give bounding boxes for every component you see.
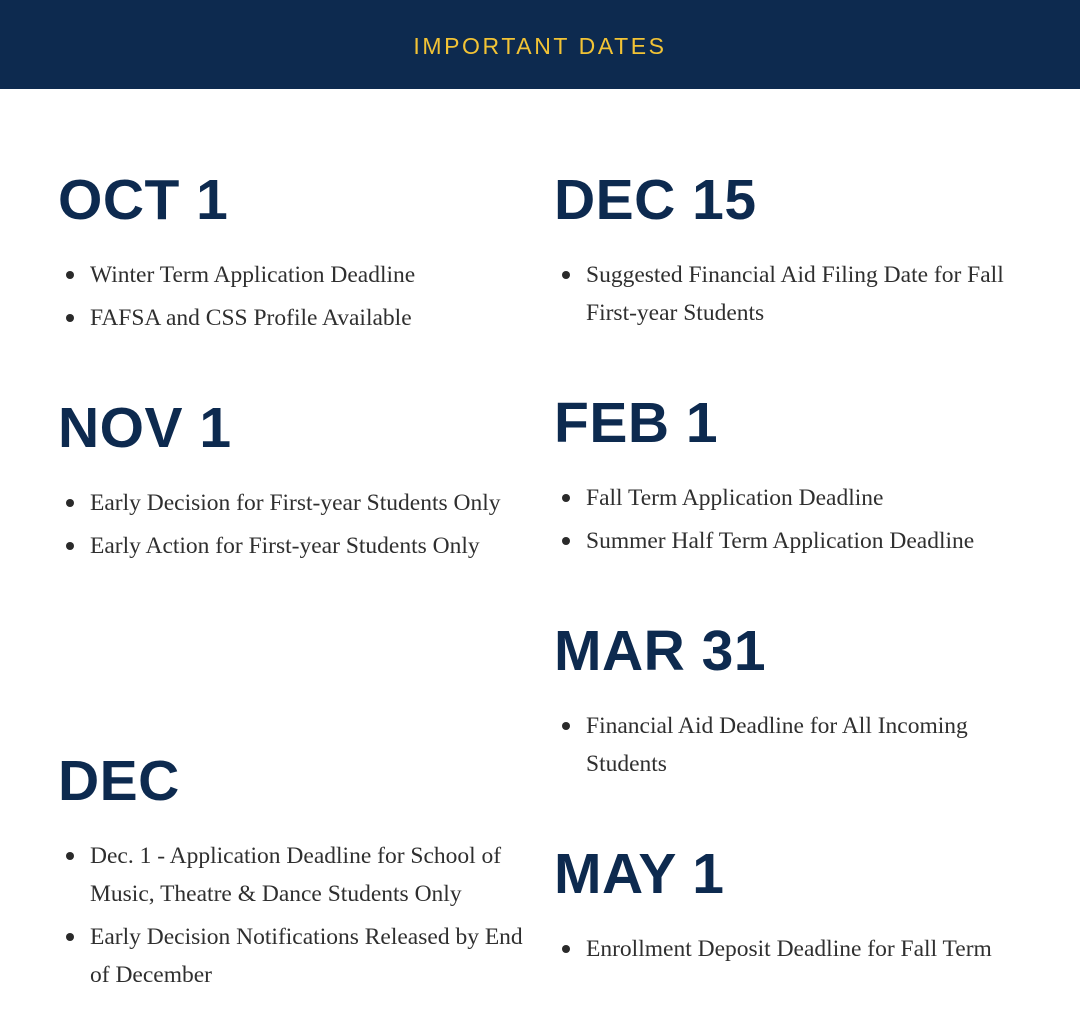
date-block-may-1 bbox=[554, 842, 1024, 973]
date-heading: DEC bbox=[58, 749, 180, 813]
page-title: IMPORTANT DATES bbox=[413, 32, 667, 59]
list-item: Early Decision Notifications Released by End of December bbox=[58, 918, 528, 994]
deadline-list bbox=[58, 256, 528, 337]
date-block-dec bbox=[58, 749, 528, 999]
list-item: Enrollment Deposit Deadline for Fall Term bbox=[554, 930, 1024, 968]
header-banner bbox=[0, 0, 1080, 89]
deadline-list bbox=[554, 256, 1024, 332]
list-item: Fall Term Application Deadline bbox=[554, 479, 1024, 517]
list-item: Summer Half Term Application Deadline bbox=[554, 522, 1024, 560]
list-item: Early Action for First-year Students Only bbox=[58, 527, 528, 565]
list-item: Financial Aid Deadline for All Incoming Students bbox=[554, 707, 1024, 783]
deadline-list bbox=[554, 930, 1024, 968]
deadline-list bbox=[58, 837, 528, 994]
deadline-list bbox=[554, 707, 1024, 783]
date-block-nov-1 bbox=[58, 396, 528, 570]
date-block-feb-1 bbox=[554, 391, 1024, 565]
date-heading: DEC 15 bbox=[554, 168, 757, 232]
date-block-oct-1 bbox=[58, 168, 528, 342]
date-heading: FEB 1 bbox=[554, 391, 719, 455]
list-item: Suggested Financial Aid Filing Date for Fall First-year Students bbox=[554, 256, 1024, 332]
list-item: FAFSA and CSS Profile Available bbox=[58, 299, 528, 337]
date-heading: MAR 31 bbox=[554, 619, 767, 683]
date-block-dec-15 bbox=[554, 168, 1024, 337]
deadline-list bbox=[58, 484, 528, 565]
list-item: Early Decision for First-year Students Only bbox=[58, 484, 528, 522]
date-heading: OCT 1 bbox=[58, 168, 229, 232]
list-item: Winter Term Application Deadline bbox=[58, 256, 528, 294]
date-block-mar-31 bbox=[554, 619, 1024, 788]
date-heading: NOV 1 bbox=[58, 396, 232, 460]
list-item: Dec. 1 - Application Deadline for School of Music, Theatre & Dance Students Only bbox=[58, 837, 528, 913]
date-heading: MAY 1 bbox=[554, 842, 725, 906]
deadline-list bbox=[554, 479, 1024, 560]
